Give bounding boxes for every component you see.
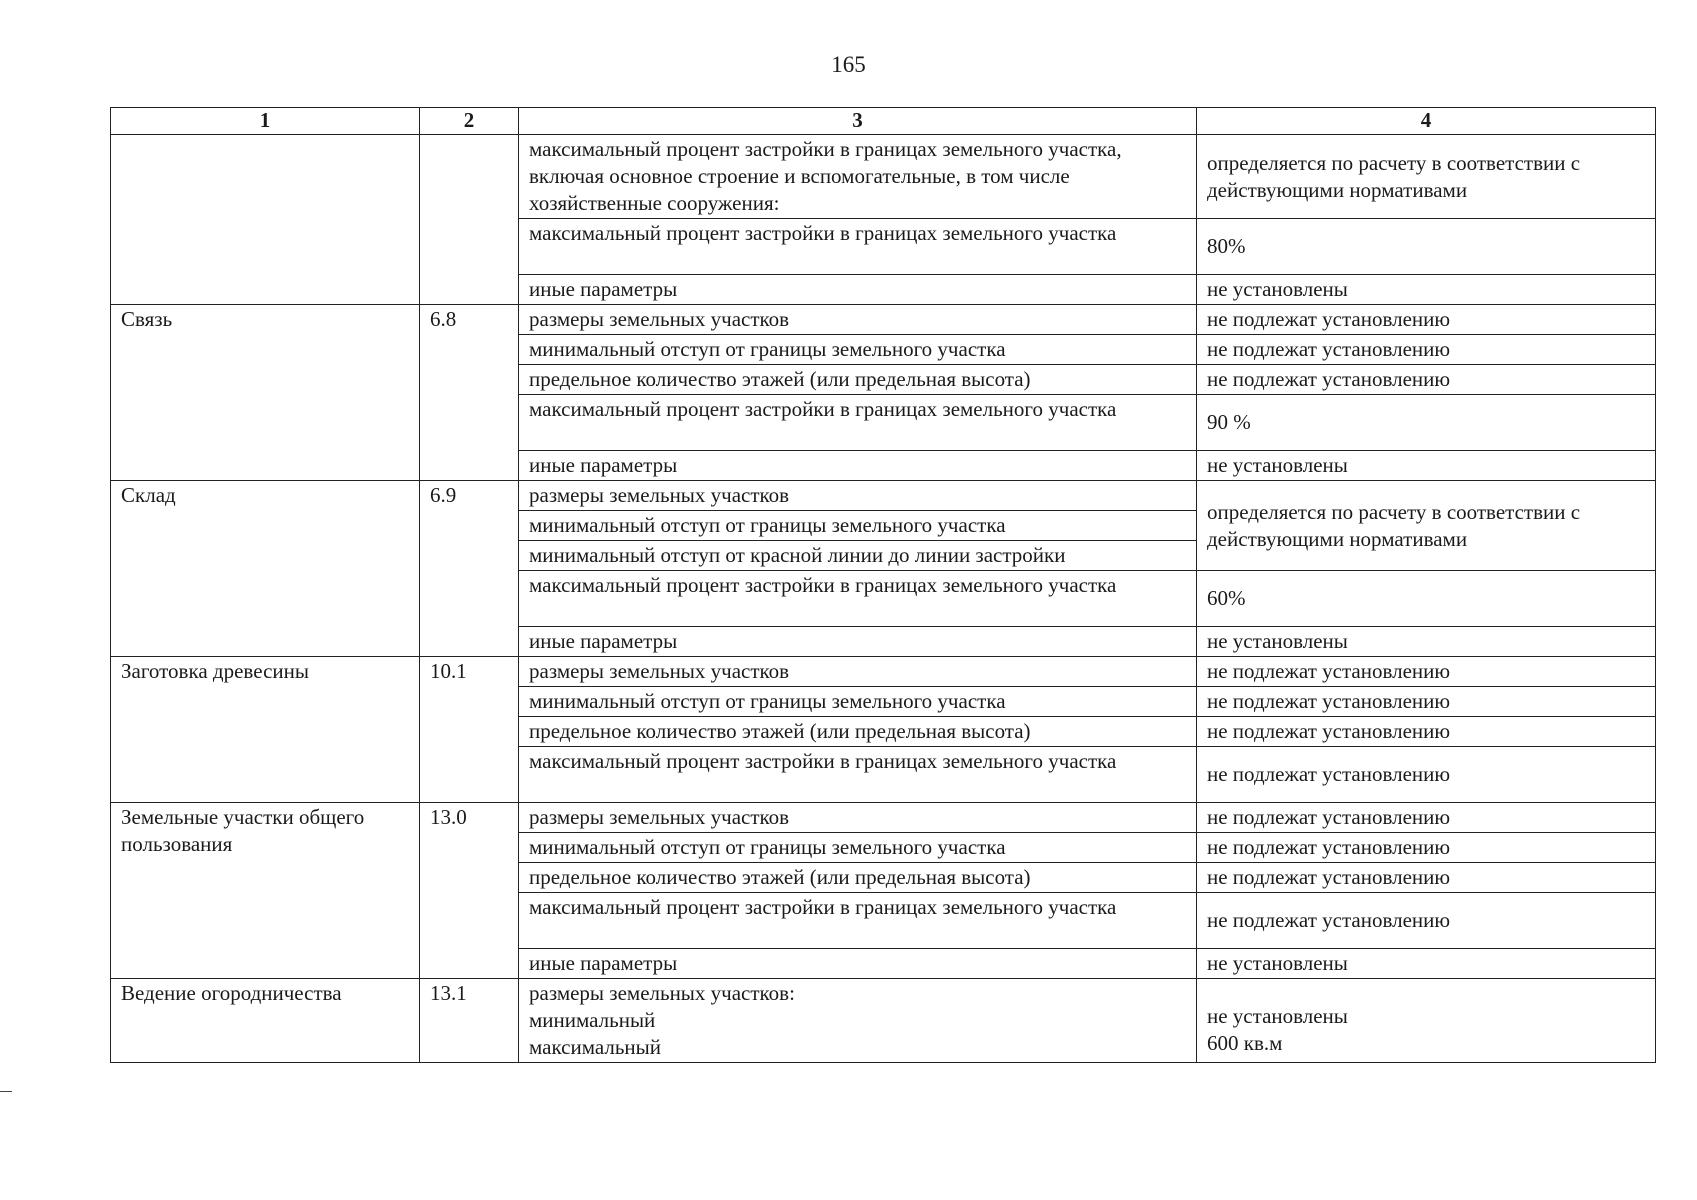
regulations-table (110, 107, 1656, 1063)
column-header: 1 (111, 108, 420, 135)
parameter-cell: минимальный отступ от границы земельного участка (519, 687, 1197, 717)
column-header: 2 (420, 108, 519, 135)
parameter-cell: размеры земельных участков (519, 803, 1197, 833)
value-cell: 80% (1197, 219, 1656, 275)
code-cell (420, 135, 519, 305)
value-cell: не установлены (1197, 627, 1656, 657)
code-cell: 6.9 (420, 481, 519, 657)
parameter-cell: размеры земельных участков (519, 305, 1197, 335)
land-use-cell: Склад (111, 481, 420, 657)
parameter-cell: максимальный процент застройки в границах земельного участка (519, 747, 1197, 803)
parameter-cell: иные параметры (519, 275, 1197, 305)
parameter-cell: минимальный отступ от границы земельного участка (519, 833, 1197, 863)
value-cell: не подлежат установлению (1197, 335, 1656, 365)
column-header: 3 (519, 108, 1197, 135)
table-row (111, 305, 1656, 335)
value-cell: не подлежат установлению (1197, 365, 1656, 395)
column-header: 4 (1197, 108, 1656, 135)
table-header-row (111, 108, 1656, 135)
parameter-cell: минимальный отступ от границы земельного участка (519, 511, 1197, 541)
parameter-cell: иные параметры (519, 949, 1197, 979)
margin-mark (0, 1091, 12, 1092)
parameter-cell: иные параметры (519, 451, 1197, 481)
table-row (111, 657, 1656, 687)
code-cell: 10.1 (420, 657, 519, 803)
parameter-cell: размеры земельных участков (519, 481, 1197, 511)
page-number: 165 (831, 52, 866, 77)
land-use-cell (111, 135, 420, 305)
parameter-cell: максимальный процент застройки в границах земельного участка (519, 395, 1197, 451)
parameter-cell: предельное количество этажей (или предельная высота) (519, 863, 1197, 893)
code-cell: 6.8 (420, 305, 519, 481)
parameter-cell: максимальный процент застройки в границах земельного участка (519, 219, 1197, 275)
parameter-cell: максимальный процент застройки в границах земельного участка (519, 893, 1197, 949)
parameter-cell: размеры земельных участков: минимальный максимальный (519, 979, 1197, 1063)
value-cell: не установлены (1197, 275, 1656, 305)
value-cell: не подлежат установлению (1197, 717, 1656, 747)
parameter-cell: иные параметры (519, 627, 1197, 657)
value-cell: не установлены (1197, 949, 1656, 979)
land-use-cell: Заготовка древесины (111, 657, 420, 803)
value-cell: определяется по расчету в соответствии с действующими нормативами (1197, 135, 1656, 219)
value-cell: не подлежат установлению (1197, 747, 1656, 803)
land-use-cell: Ведение огородничества (111, 979, 420, 1063)
value-cell: 60% (1197, 571, 1656, 627)
code-cell: 13.1 (420, 979, 519, 1063)
value-cell: не подлежат установлению (1197, 833, 1656, 863)
value-cell: не подлежат установлению (1197, 657, 1656, 687)
parameter-cell: минимальный отступ от красной линии до линии застройки (519, 541, 1197, 571)
table-row (111, 979, 1656, 1063)
value-cell: определяется по расчету в соответствии с действующими нормативами (1197, 481, 1656, 571)
parameter-cell: размеры земельных участков (519, 657, 1197, 687)
value-cell: не установлены (1197, 451, 1656, 481)
code-cell: 13.0 (420, 803, 519, 979)
parameter-cell: предельное количество этажей (или предельная высота) (519, 365, 1197, 395)
value-cell: не подлежат установлению (1197, 687, 1656, 717)
table-row (111, 481, 1656, 511)
value-cell: не установлены 600 кв.м (1197, 979, 1656, 1063)
parameter-cell: минимальный отступ от границы земельного участка (519, 335, 1197, 365)
table-row (111, 803, 1656, 833)
value-cell: не подлежат установлению (1197, 863, 1656, 893)
land-use-cell: Земельные участки общего пользования (111, 803, 420, 979)
parameter-cell: предельное количество этажей (или предельная высота) (519, 717, 1197, 747)
land-use-cell: Связь (111, 305, 420, 481)
value-cell: 90 % (1197, 395, 1656, 451)
table-row (111, 135, 1656, 219)
value-cell: не подлежат установлению (1197, 803, 1656, 833)
value-cell: не подлежат установлению (1197, 305, 1656, 335)
value-cell: не подлежат установлению (1197, 893, 1656, 949)
parameter-cell: максимальный процент застройки в границах земельного участка, включая основное строение и вспомогательные, в том числе хозяйственные сооружения: (519, 135, 1197, 219)
parameter-cell: максимальный процент застройки в границах земельного участка (519, 571, 1197, 627)
